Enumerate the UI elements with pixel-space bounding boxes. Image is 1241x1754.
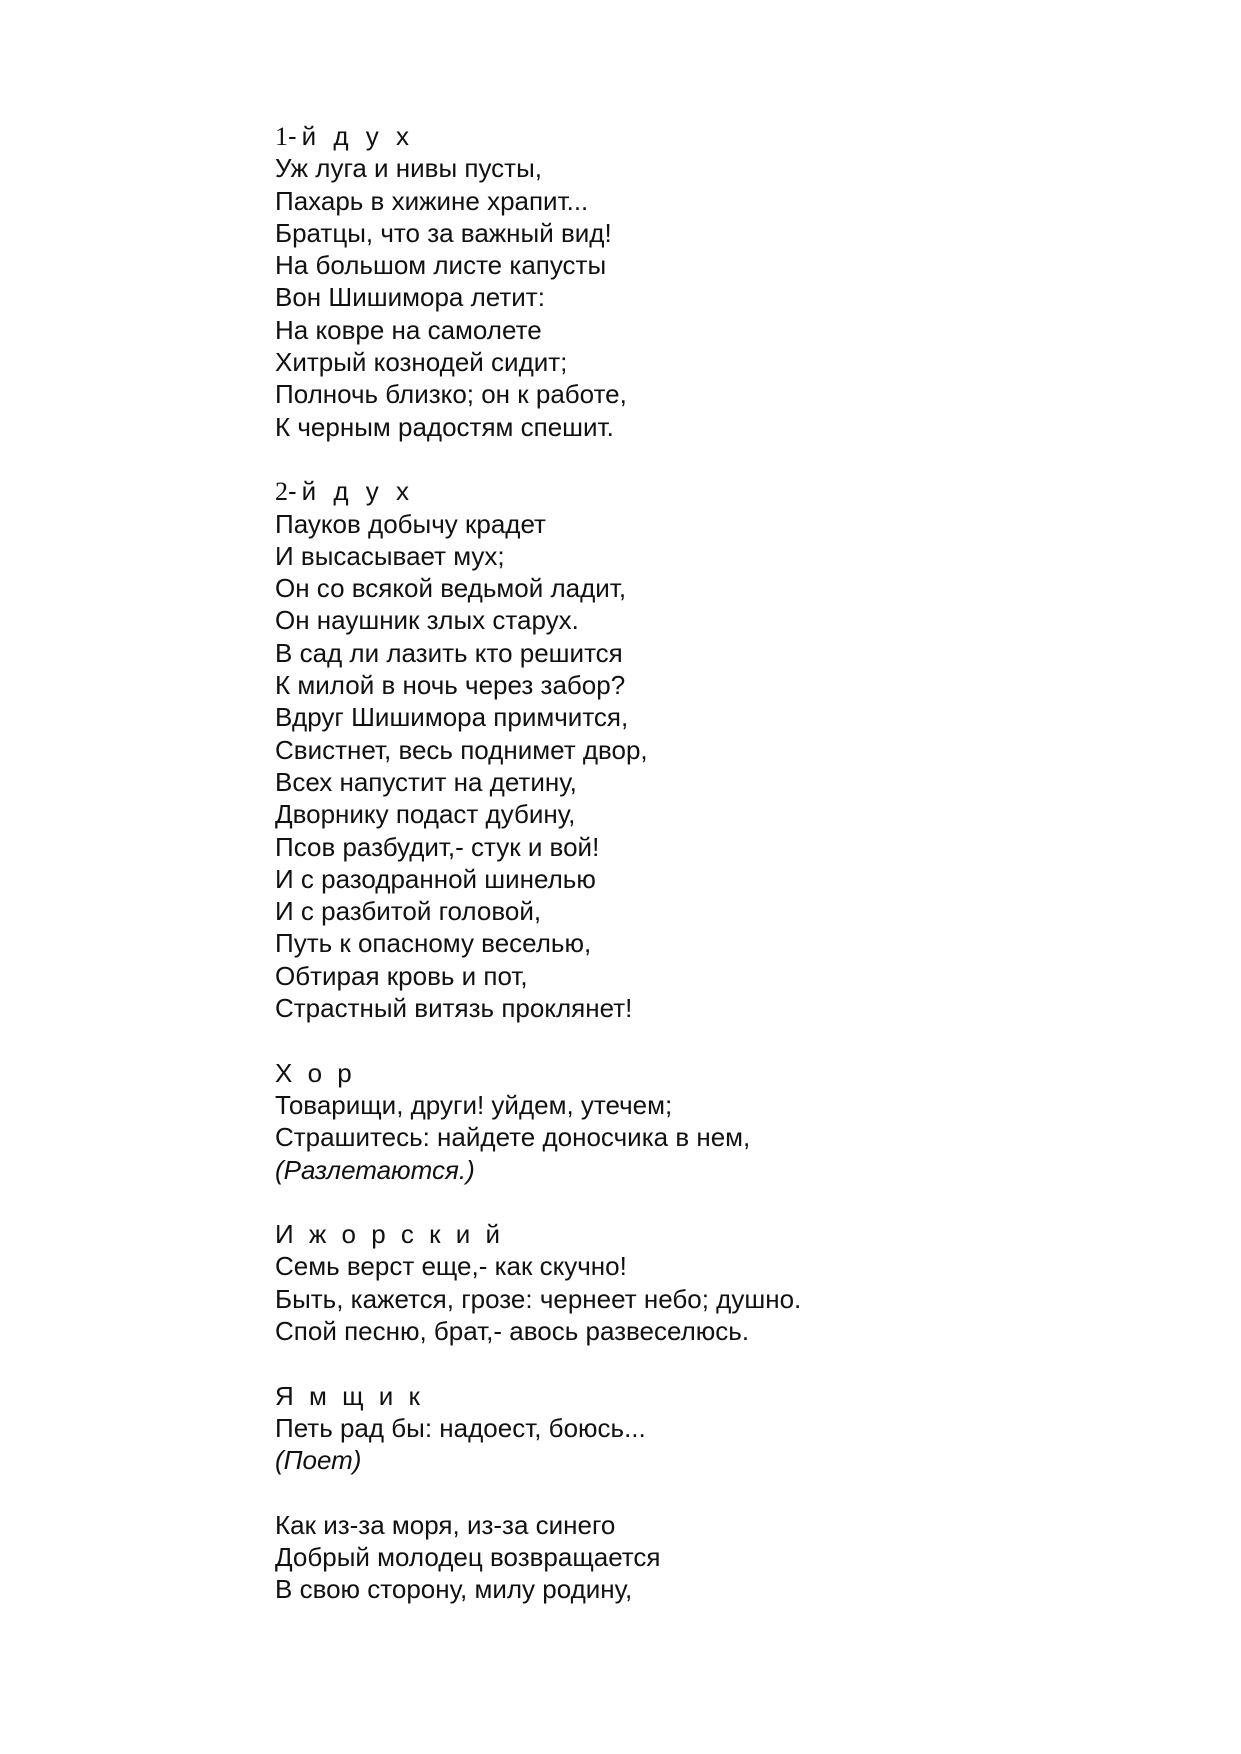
verse-line: Обтирая кровь и пот, — [275, 960, 528, 991]
verse-line: На большом листе капусты — [275, 250, 607, 281]
verse-line: Страстный витязь проклянет! — [275, 993, 633, 1024]
speech-coachman — [275, 1380, 1175, 1477]
speaker-label: -й д у х — [288, 476, 415, 507]
verse-line: В сад ли лазить кто решится — [275, 637, 623, 668]
verse-line: Псов разбудит,- стук и вой! — [275, 831, 600, 862]
verse-line: К черным радостям спешит. — [275, 411, 614, 442]
verse-line: И с разбитой головой, — [275, 896, 542, 927]
verse-line: Страшитесь: найдете доносчика в нем, — [275, 1122, 751, 1153]
stage-direction: (Разлетаются.) — [275, 1154, 475, 1185]
speaker-name: Я м щ и к — [275, 1380, 424, 1411]
verse-line: Спой песню, брат,- авось развеселюсь. — [275, 1315, 750, 1346]
verse-line: Полночь близко; он к работе, — [275, 379, 627, 410]
verse-line: И высасывает мух; — [275, 540, 505, 571]
verse-line: На ковре на самолете — [275, 314, 542, 345]
verse-line: Он со всякой ведьмой ладит, — [275, 573, 627, 604]
speech-second-spirit — [275, 475, 1175, 1024]
speaker-name: Х о р — [275, 1057, 356, 1088]
verse-line: Всех напустит на детину, — [275, 766, 577, 797]
speaker-label: -й д у х — [288, 121, 415, 151]
verse-line: Уж луга и нивы пусты, — [275, 153, 542, 184]
verse-line: Вон Шишимора летит: — [275, 282, 545, 313]
verse-line: В свою сторону, милу родину, — [275, 1574, 633, 1605]
document-page — [275, 120, 1175, 1638]
speech-izhorsky — [275, 1218, 1175, 1347]
stage-direction: (Поет) — [275, 1445, 362, 1476]
speaker-name: И ж о р с к и й — [275, 1219, 504, 1250]
verse-line: Быть, кажется, грозе: чернеет небо; душно. — [275, 1283, 802, 1314]
verse-line: Путь к опасному веселью, — [275, 928, 592, 959]
speaker-number: 1 — [275, 122, 288, 151]
verse-line: Братцы, что за важный вид! — [275, 217, 612, 248]
speaker-name — [275, 475, 1175, 507]
verse-line: Он наушник злых старух. — [275, 605, 579, 636]
verse-line: Пахарь в хижине храпит... — [275, 185, 589, 216]
speaker-number: 2 — [275, 477, 288, 507]
verse-line: Дворнику подаст дубину, — [275, 799, 576, 830]
verse-line: Петь рад бы: надоест, боюсь... — [275, 1412, 646, 1443]
verse-line: И с разодранной шинелью — [275, 863, 596, 894]
verse-line: К милой в ночь через забор? — [275, 670, 626, 701]
verse-line: Семь верст еще,- как скучно! — [275, 1251, 627, 1282]
verse-line: Добрый молодец возвращается — [275, 1542, 661, 1573]
verse-line: Товарищи, други! уйдем, утечем; — [275, 1089, 673, 1120]
verse-line: Вдруг Шишимора примчится, — [275, 702, 629, 733]
speaker-name — [275, 120, 1175, 152]
speech-chorus — [275, 1057, 1175, 1186]
verse-line: Как из-за моря, из-за синего — [275, 1509, 616, 1540]
speech-first-spirit — [275, 120, 1175, 443]
verse-line: Пауков добычу крадет — [275, 508, 546, 539]
verse-line: Хитрый кознодей сидит; — [275, 347, 568, 378]
verse-line: Свистнет, весь поднимет двор, — [275, 734, 648, 765]
song-verse — [275, 1509, 1175, 1606]
